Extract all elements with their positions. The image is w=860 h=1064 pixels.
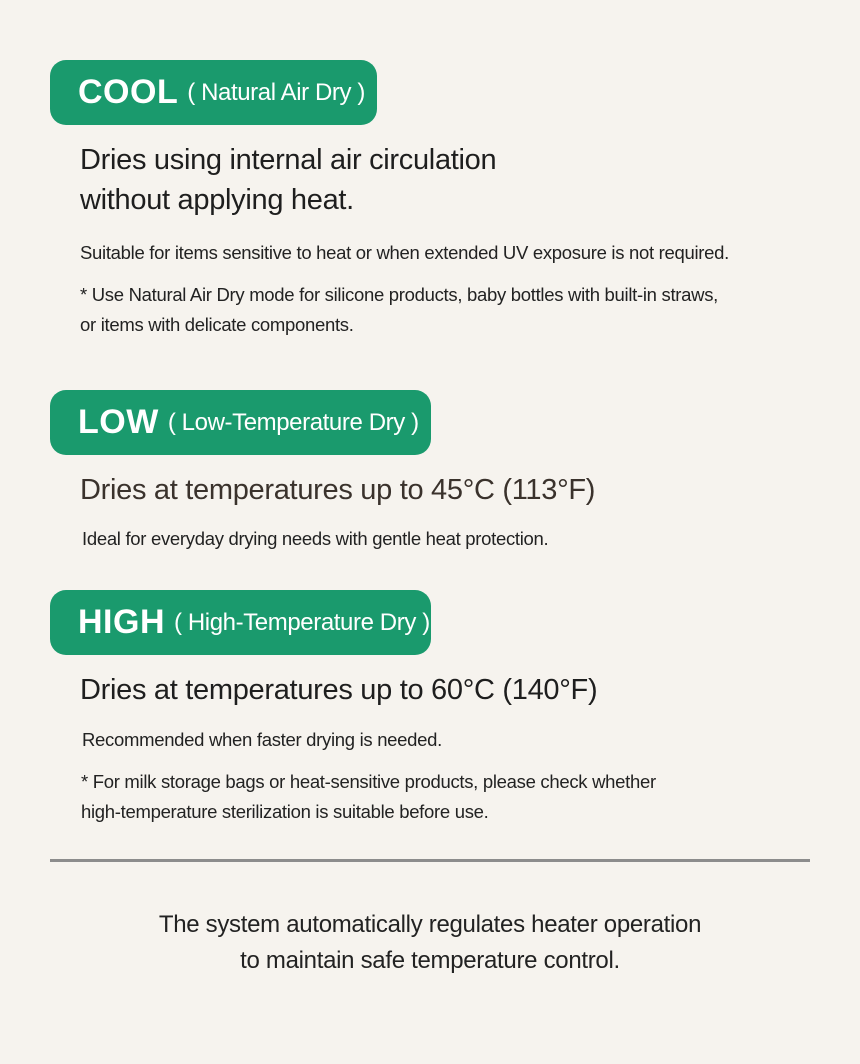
cool-headline <box>80 140 496 220</box>
headline-line: Dries at temperatures up to 45°C (113°F) <box>80 474 596 506</box>
high-description: Recommended when faster drying is needed. <box>82 729 442 750</box>
low-headline <box>80 470 595 510</box>
low-mode-badge <box>50 390 431 455</box>
cool-mode-badge <box>50 60 377 125</box>
low-description: Ideal for everyday drying needs with gentle heat protection. <box>82 528 549 549</box>
high-headline <box>80 670 597 710</box>
mode-subtitle: ( Natural Air Dry ) <box>187 78 365 106</box>
divider <box>50 859 810 862</box>
mode-label: COOL <box>78 73 179 111</box>
mode-subtitle: ( High-Temperature Dry ) <box>174 608 430 636</box>
high-mode-badge <box>50 590 431 655</box>
mode-label: LOW <box>78 403 159 441</box>
note-line: * For milk storage bags or heat-sensitive products, please check whether <box>81 771 656 792</box>
cool-description: Suitable for items sensitive to heat or when extended UV exposure is not required. <box>80 242 729 263</box>
headline-line: Dries using internal air circulation <box>80 144 497 176</box>
mode-label: HIGH <box>78 603 165 641</box>
footer-line: to maintain safe temperature control. <box>240 947 620 974</box>
high-note <box>81 767 656 827</box>
headline-line: Dries at temperatures up to 60°C (140°F) <box>80 674 598 706</box>
note-line: or items with delicate components. <box>80 314 354 335</box>
mode-subtitle: ( Low-Temperature Dry ) <box>167 408 419 436</box>
footer-text <box>0 907 860 979</box>
headline-line: without applying heat. <box>80 184 354 216</box>
cool-note <box>80 280 718 340</box>
note-line: high-temperature sterilization is suitable before use. <box>81 801 489 822</box>
note-line: * Use Natural Air Dry mode for silicone products, baby bottles with built-in straws, <box>80 284 718 305</box>
footer-line: The system automatically regulates heater operation <box>158 911 702 938</box>
